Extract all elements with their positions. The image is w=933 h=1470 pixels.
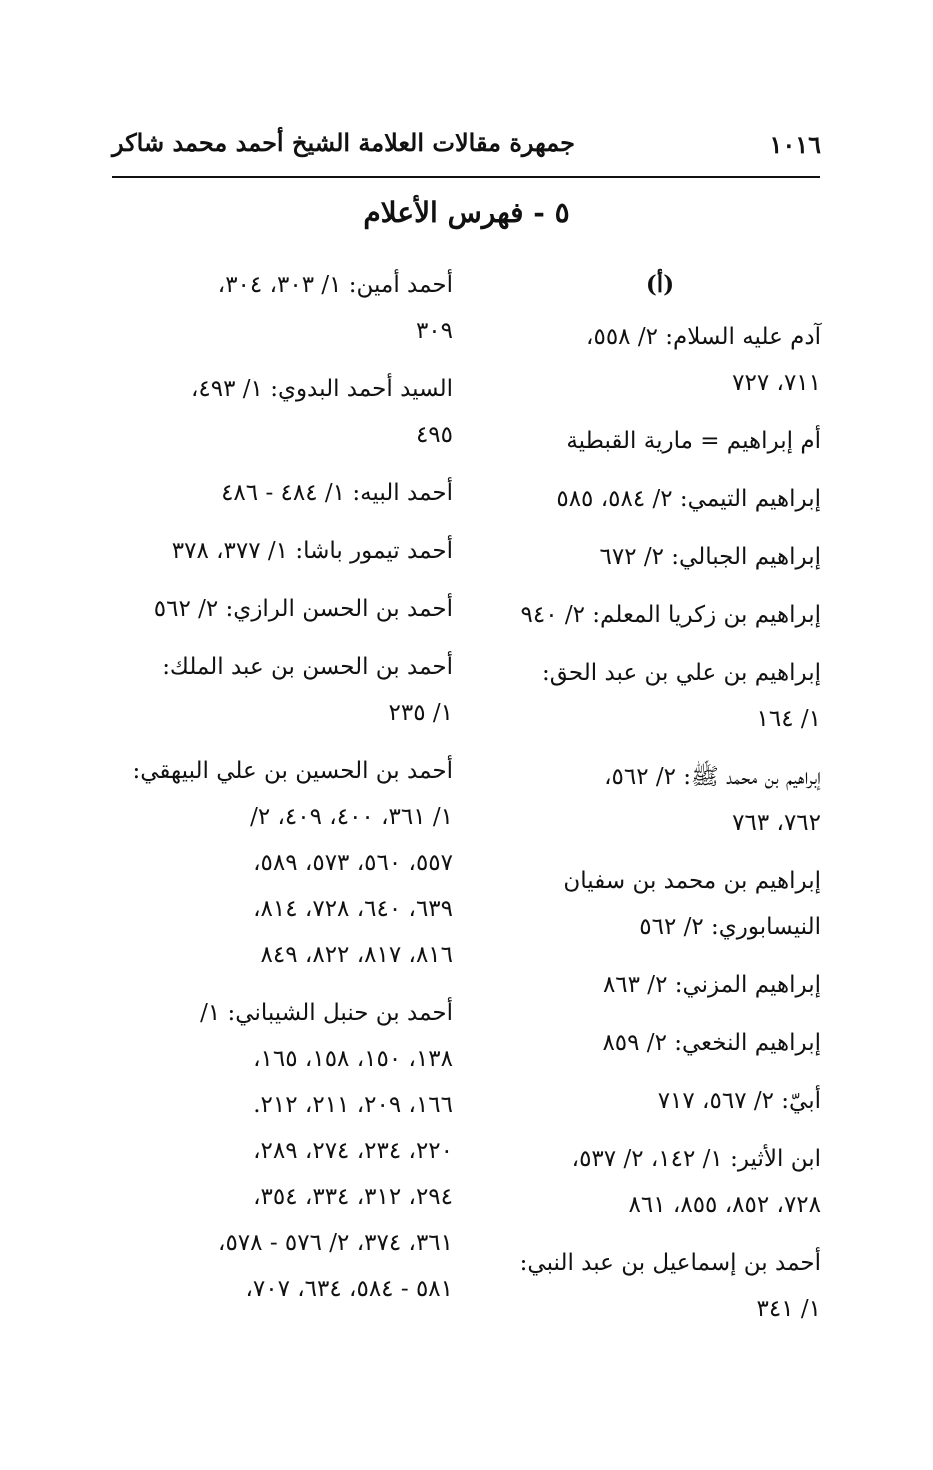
entry-line: أحمد بن حنبل الشيباني: ١/ <box>200 1000 453 1026</box>
entry-continuation-line: ١/ ٢٣٥ <box>388 700 453 726</box>
entry-continuation-line: ٤٩٥ <box>415 422 453 448</box>
entry-continuation-line: ١/ ٣٤١ <box>756 1296 821 1322</box>
entry-continuation-line: ٢٩٤، ٣١٢، ٣٣٤، ٣٥٤، <box>253 1184 453 1210</box>
entry-continuation-line: ٦٣٩، ٦٤٠، ٧٢٨، ٨١٤، <box>253 896 453 922</box>
index-entry <box>113 366 453 458</box>
index-entry <box>499 418 821 464</box>
entry-line: إبراهيم بن محمد بن سفيان <box>563 868 821 894</box>
entry-continuation-line: ١/ ١٦٤ <box>756 706 821 732</box>
entry-line: السيد أحمد البدوي: ١/ ٤٩٣، <box>190 376 453 402</box>
entry-line: أحمد بن إسماعيل بن عبد النبي: <box>519 1250 821 1276</box>
entry-continuation-line: ١٣٨، ١٥٠، ١٥٨، ١٦٥، <box>253 1046 453 1072</box>
entry-continuation-line: ٣٠٩ <box>415 318 453 344</box>
left-entries <box>113 262 453 1312</box>
right-column <box>499 262 821 1344</box>
header-rule <box>112 176 820 178</box>
entry-line: أحمد بن الحسين بن علي البيهقي: <box>132 758 453 784</box>
entry-line: أبيّ: ٢/ ٥٦٧، ٧١٧ <box>657 1088 821 1114</box>
entry-line: أحمد بن الحسن الرازي: ٢/ ٥٦٢ <box>153 596 453 622</box>
index-entry <box>499 962 821 1008</box>
index-entry <box>499 1240 821 1332</box>
index-entry <box>499 1020 821 1066</box>
index-entry <box>499 1078 821 1124</box>
entry-line: آدم عليه السلام: ٢/ ٥٥٨، <box>586 324 821 350</box>
entry-continuation-line: ٧١١، ٧٢٧ <box>732 370 821 396</box>
left-column <box>113 262 453 1324</box>
index-entry <box>113 470 453 516</box>
index-entry <box>499 1136 821 1228</box>
entry-continuation-line: ١/ ٣٦١، ٤٠٠، ٤٠٩، ٢/ <box>250 804 453 830</box>
entry-line: أحمد البيه: ١/ ٤٨٤ - ٤٨٦ <box>221 480 453 506</box>
index-entry <box>499 592 821 638</box>
running-title: جمهرة مقالات العلامة الشيخ أحمد محمد شاكر <box>112 128 575 157</box>
entry-line: أحمد أمين: ١/ ٣٠٣، ٣٠٤، <box>217 272 453 298</box>
section-title: ٥ - فهرس الأعلام <box>363 196 570 229</box>
entry-line: إبراهيم بن علي بن عبد الحق: <box>541 660 821 686</box>
entry-line: إبراهيم الجبالي: ٢/ ٦٧٢ <box>599 544 821 570</box>
entry-continuation-line: النيسابوري: ٢/ ٥٦٢ <box>639 914 821 940</box>
index-entry <box>113 586 453 632</box>
entry-continuation-line: ٥٨١ - ٥٨٤، ٦٣٤، ٧٠٧، <box>245 1276 453 1302</box>
index-entry <box>113 262 453 354</box>
entry-line: إبراهيم بن زكريا المعلم: ٢/ ٩٤٠ <box>520 602 821 628</box>
entry-line: أحمد تيمور باشا: ١/ ٣٧٧، ٣٧٨ <box>171 538 453 564</box>
entry-line: إبراهيم بن محمد ﷺ: ٢/ ٥٦٢، <box>604 764 821 790</box>
entry-continuation-line: ٥٥٧، ٥٦٠، ٥٧٣، ٥٨٩، <box>253 850 453 876</box>
entry-continuation-line: ٨١٦، ٨١٧، ٨٢٢، ٨٤٩ <box>260 942 453 968</box>
index-entry <box>113 748 453 978</box>
entry-continuation-line: ٢٢٠، ٢٣٤، ٢٧٤، ٢٨٩، <box>253 1138 453 1164</box>
index-entry <box>499 650 821 742</box>
page-number: ١٠١٦ <box>769 130 821 159</box>
entry-continuation-line: ١٦٦، ٢٠٩، ٢١١، ٢١٢. <box>253 1092 453 1118</box>
index-entry <box>499 858 821 950</box>
entry-line: إبراهيم النخعي: ٢/ ٨٥٩ <box>602 1030 821 1056</box>
entry-line: أحمد بن الحسن بن عبد الملك: <box>162 654 453 680</box>
index-entry <box>499 476 821 522</box>
entry-line: إبراهيم التيمي: ٢/ ٥٨٤، ٥٨٥ <box>556 486 821 512</box>
index-entry <box>499 534 821 580</box>
index-entry <box>113 528 453 574</box>
index-entry <box>113 990 453 1312</box>
index-entry <box>113 644 453 736</box>
entry-line: ابن الأثير: ١/ ١٤٢، ٢/ ٥٣٧، <box>571 1146 821 1172</box>
right-entries <box>499 314 821 1332</box>
letter-heading: (أ) <box>645 271 675 298</box>
index-entry <box>499 754 821 846</box>
entry-continuation-line: ٣٦١، ٣٧٤، ٢/ ٥٧٦ - ٥٧٨، <box>218 1230 453 1256</box>
entry-continuation-line: ٧٢٨، ٨٥٢، ٨٥٥، ٨٦١ <box>628 1192 821 1218</box>
entry-line: إبراهيم المزني: ٢/ ٨٦٣ <box>602 972 821 998</box>
entry-continuation-line: ٧٦٢، ٧٦٣ <box>732 810 821 836</box>
index-entry <box>499 314 821 406</box>
entry-line: أم إبراهيم = مارية القبطية <box>566 428 821 454</box>
